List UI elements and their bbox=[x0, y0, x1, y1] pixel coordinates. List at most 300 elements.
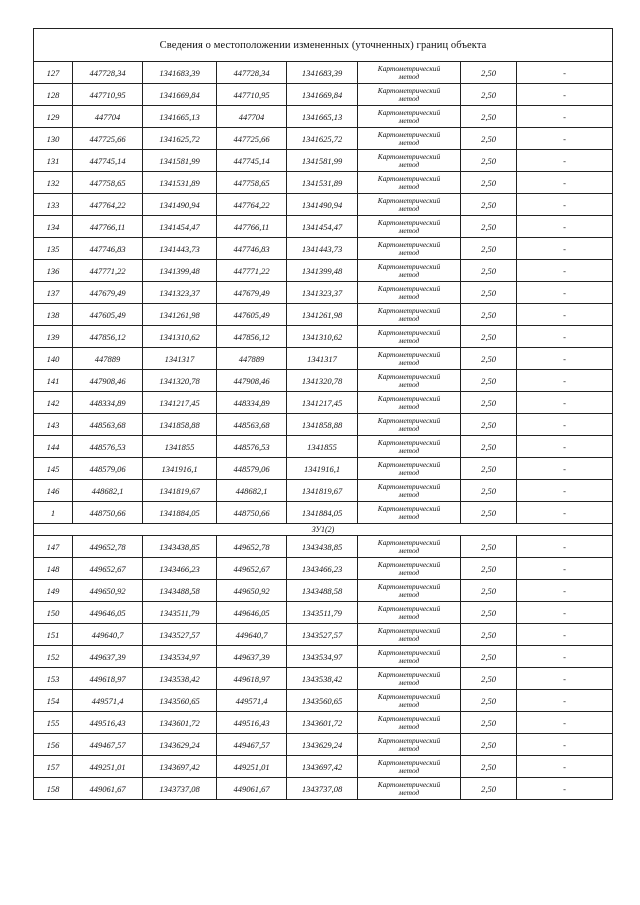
accuracy-cell: 2,50 bbox=[461, 712, 517, 734]
refined-x-cell: 447704 bbox=[217, 106, 287, 128]
method-line2: метод bbox=[398, 511, 420, 521]
note-cell: - bbox=[517, 194, 613, 216]
existing-x-cell: 448750,66 bbox=[73, 502, 143, 524]
method-line2: метод bbox=[398, 379, 420, 389]
accuracy-cell: 2,50 bbox=[461, 304, 517, 326]
existing-y-cell: 1341454,47 bbox=[143, 216, 217, 238]
method-line1: Картометрический bbox=[377, 173, 441, 183]
existing-x-cell: 449618,97 bbox=[73, 668, 143, 690]
accuracy-cell: 2,50 bbox=[461, 480, 517, 502]
method-cell bbox=[358, 690, 461, 712]
refined-x-cell: 448682,1 bbox=[217, 480, 287, 502]
refined-y-cell: 1341884,05 bbox=[287, 502, 358, 524]
table-row bbox=[34, 370, 613, 392]
accuracy-cell: 2,50 bbox=[461, 414, 517, 436]
refined-y-cell: 1341669,84 bbox=[287, 84, 358, 106]
accuracy-cell: 2,50 bbox=[461, 260, 517, 282]
existing-y-cell: 1341858,88 bbox=[143, 414, 217, 436]
table-row bbox=[34, 690, 613, 712]
refined-x-cell: 449467,57 bbox=[217, 734, 287, 756]
note-cell: - bbox=[517, 602, 613, 624]
method-line1: Картометрический bbox=[377, 371, 441, 381]
point-number-cell: 138 bbox=[34, 304, 73, 326]
existing-x-cell: 447745,14 bbox=[73, 150, 143, 172]
method-cell bbox=[358, 558, 461, 580]
existing-y-cell: 1341884,05 bbox=[143, 502, 217, 524]
table-row bbox=[34, 558, 613, 580]
table-row bbox=[34, 480, 613, 502]
method-line2: метод bbox=[398, 247, 420, 257]
note-cell: - bbox=[517, 370, 613, 392]
existing-y-cell: 1343438,85 bbox=[143, 536, 217, 558]
note-cell: - bbox=[517, 216, 613, 238]
point-number-cell: 128 bbox=[34, 84, 73, 106]
method-line2: метод bbox=[398, 181, 420, 191]
existing-y-cell: 1341916,1 bbox=[143, 458, 217, 480]
table-row bbox=[34, 414, 613, 436]
method-line1: Картометрический bbox=[377, 327, 441, 337]
method-line1: Картометрический bbox=[377, 603, 441, 613]
table-row bbox=[34, 580, 613, 602]
method-cell bbox=[358, 238, 461, 260]
accuracy-cell: 2,50 bbox=[461, 778, 517, 800]
note-cell: - bbox=[517, 756, 613, 778]
existing-y-cell: 1341669,84 bbox=[143, 84, 217, 106]
refined-y-cell: 1341261,98 bbox=[287, 304, 358, 326]
accuracy-cell: 2,50 bbox=[461, 128, 517, 150]
method-line1: Картометрический bbox=[377, 305, 441, 315]
refined-y-cell: 1341855 bbox=[287, 436, 358, 458]
note-cell: - bbox=[517, 580, 613, 602]
note-cell: - bbox=[517, 646, 613, 668]
existing-y-cell: 1341581,99 bbox=[143, 150, 217, 172]
existing-x-cell: 449652,78 bbox=[73, 536, 143, 558]
table-row bbox=[34, 392, 613, 414]
note-cell: - bbox=[517, 536, 613, 558]
point-number-cell: 136 bbox=[34, 260, 73, 282]
table-row bbox=[34, 458, 613, 480]
point-number-cell: 134 bbox=[34, 216, 73, 238]
table-row bbox=[34, 106, 613, 128]
refined-x-cell: 447745,14 bbox=[217, 150, 287, 172]
accuracy-cell: 2,50 bbox=[461, 458, 517, 480]
table-row bbox=[34, 62, 613, 84]
existing-y-cell: 1343466,23 bbox=[143, 558, 217, 580]
refined-y-cell: 1341310,62 bbox=[287, 326, 358, 348]
existing-y-cell: 1341531,89 bbox=[143, 172, 217, 194]
point-number-cell: 140 bbox=[34, 348, 73, 370]
method-line1: Картометрический bbox=[377, 691, 441, 701]
refined-y-cell: 1343538,42 bbox=[287, 668, 358, 690]
method-line2: метод bbox=[398, 489, 420, 499]
method-line2: метод bbox=[398, 787, 420, 797]
method-cell bbox=[358, 392, 461, 414]
table-title: Сведения о местоположении измененных (уточненных) границ объекта bbox=[34, 29, 613, 62]
refined-y-cell: 1343697,42 bbox=[287, 756, 358, 778]
refined-x-cell: 449251,01 bbox=[217, 756, 287, 778]
note-cell: - bbox=[517, 436, 613, 458]
method-cell bbox=[358, 734, 461, 756]
point-number-cell: 153 bbox=[34, 668, 73, 690]
refined-x-cell: 447725,66 bbox=[217, 128, 287, 150]
existing-y-cell: 1341317 bbox=[143, 348, 217, 370]
method-line2: метод bbox=[398, 71, 420, 81]
existing-y-cell: 1343534,97 bbox=[143, 646, 217, 668]
point-number-cell: 129 bbox=[34, 106, 73, 128]
refined-x-cell: 447710,95 bbox=[217, 84, 287, 106]
accuracy-cell: 2,50 bbox=[461, 756, 517, 778]
existing-x-cell: 448682,1 bbox=[73, 480, 143, 502]
accuracy-cell: 2,50 bbox=[461, 282, 517, 304]
method-line2: метод bbox=[398, 545, 420, 555]
section-label: ЗУ1(2) bbox=[34, 524, 613, 536]
method-line2: метод bbox=[398, 567, 420, 577]
coordinates-table bbox=[33, 28, 613, 800]
existing-y-cell: 1341855 bbox=[143, 436, 217, 458]
method-cell bbox=[358, 194, 461, 216]
method-line1: Картометрический bbox=[377, 625, 441, 635]
point-number-cell: 156 bbox=[34, 734, 73, 756]
method-line1: Картометрический bbox=[377, 239, 441, 249]
existing-y-cell: 1341323,37 bbox=[143, 282, 217, 304]
method-cell bbox=[358, 646, 461, 668]
refined-x-cell: 449637,39 bbox=[217, 646, 287, 668]
method-cell bbox=[358, 502, 461, 524]
point-number-cell: 135 bbox=[34, 238, 73, 260]
accuracy-cell: 2,50 bbox=[461, 106, 517, 128]
existing-y-cell: 1341490,94 bbox=[143, 194, 217, 216]
note-cell: - bbox=[517, 106, 613, 128]
method-cell bbox=[358, 778, 461, 800]
method-cell bbox=[358, 436, 461, 458]
point-number-cell: 132 bbox=[34, 172, 73, 194]
note-cell: - bbox=[517, 238, 613, 260]
refined-y-cell: 1343629,24 bbox=[287, 734, 358, 756]
existing-y-cell: 1341399,48 bbox=[143, 260, 217, 282]
table-title-row bbox=[34, 29, 613, 62]
accuracy-cell: 2,50 bbox=[461, 580, 517, 602]
existing-x-cell: 449571,4 bbox=[73, 690, 143, 712]
method-line1: Картометрический bbox=[377, 349, 441, 359]
point-number-cell: 139 bbox=[34, 326, 73, 348]
point-number-cell: 145 bbox=[34, 458, 73, 480]
method-cell bbox=[358, 580, 461, 602]
note-cell: - bbox=[517, 172, 613, 194]
refined-y-cell: 1343737,08 bbox=[287, 778, 358, 800]
accuracy-cell: 2,50 bbox=[461, 84, 517, 106]
refined-x-cell: 448563,68 bbox=[217, 414, 287, 436]
method-line2: метод bbox=[398, 611, 420, 621]
method-line1: Картометрический bbox=[377, 283, 441, 293]
method-line1: Картометрический bbox=[377, 415, 441, 425]
method-cell bbox=[358, 150, 461, 172]
table-row bbox=[34, 238, 613, 260]
table-row bbox=[34, 84, 613, 106]
table-row bbox=[34, 734, 613, 756]
method-line2: метод bbox=[398, 335, 420, 345]
refined-x-cell: 448579,06 bbox=[217, 458, 287, 480]
method-line2: метод bbox=[398, 677, 420, 687]
refined-y-cell: 1341320,78 bbox=[287, 370, 358, 392]
table-row bbox=[34, 150, 613, 172]
refined-x-cell: 449652,78 bbox=[217, 536, 287, 558]
refined-y-cell: 1343466,23 bbox=[287, 558, 358, 580]
coordinates-table-sheet bbox=[33, 28, 613, 800]
point-number-cell: 130 bbox=[34, 128, 73, 150]
method-cell bbox=[358, 668, 461, 690]
refined-y-cell: 1341916,1 bbox=[287, 458, 358, 480]
method-line1: Картометрический bbox=[377, 779, 441, 789]
method-line2: метод bbox=[398, 269, 420, 279]
refined-x-cell: 447758,65 bbox=[217, 172, 287, 194]
table-row bbox=[34, 282, 613, 304]
existing-y-cell: 1341217,45 bbox=[143, 392, 217, 414]
note-cell: - bbox=[517, 712, 613, 734]
refined-y-cell: 1343527,57 bbox=[287, 624, 358, 646]
accuracy-cell: 2,50 bbox=[461, 62, 517, 84]
method-cell bbox=[358, 216, 461, 238]
method-line1: Картометрический bbox=[377, 459, 441, 469]
point-number-cell: 133 bbox=[34, 194, 73, 216]
accuracy-cell: 2,50 bbox=[461, 602, 517, 624]
note-cell: - bbox=[517, 558, 613, 580]
existing-x-cell: 449640,7 bbox=[73, 624, 143, 646]
existing-y-cell: 1343560,65 bbox=[143, 690, 217, 712]
method-line2: метод bbox=[398, 137, 420, 147]
refined-x-cell: 449650,92 bbox=[217, 580, 287, 602]
method-cell bbox=[358, 326, 461, 348]
table-row bbox=[34, 304, 613, 326]
existing-y-cell: 1341819,67 bbox=[143, 480, 217, 502]
refined-y-cell: 1341490,94 bbox=[287, 194, 358, 216]
existing-x-cell: 449467,57 bbox=[73, 734, 143, 756]
method-line1: Картометрический bbox=[377, 757, 441, 767]
method-line2: метод bbox=[398, 633, 420, 643]
point-number-cell: 143 bbox=[34, 414, 73, 436]
method-line1: Картометрический bbox=[377, 713, 441, 723]
method-line1: Картометрический bbox=[377, 107, 441, 117]
existing-x-cell: 447766,11 bbox=[73, 216, 143, 238]
refined-y-cell: 1341858,88 bbox=[287, 414, 358, 436]
existing-y-cell: 1343538,42 bbox=[143, 668, 217, 690]
method-line2: метод bbox=[398, 159, 420, 169]
method-cell bbox=[358, 282, 461, 304]
method-line2: метод bbox=[398, 93, 420, 103]
accuracy-cell: 2,50 bbox=[461, 502, 517, 524]
existing-x-cell: 447758,65 bbox=[73, 172, 143, 194]
refined-y-cell: 1341581,99 bbox=[287, 150, 358, 172]
note-cell: - bbox=[517, 260, 613, 282]
refined-x-cell: 447728,34 bbox=[217, 62, 287, 84]
accuracy-cell: 2,50 bbox=[461, 646, 517, 668]
accuracy-cell: 2,50 bbox=[461, 370, 517, 392]
existing-x-cell: 447771,22 bbox=[73, 260, 143, 282]
accuracy-cell: 2,50 bbox=[461, 348, 517, 370]
note-cell: - bbox=[517, 348, 613, 370]
note-cell: - bbox=[517, 458, 613, 480]
refined-x-cell: 449516,43 bbox=[217, 712, 287, 734]
method-line1: Картометрический bbox=[377, 85, 441, 95]
method-cell bbox=[358, 414, 461, 436]
method-line2: метод bbox=[398, 115, 420, 125]
table-row bbox=[34, 348, 613, 370]
method-line2: метод bbox=[398, 467, 420, 477]
method-cell bbox=[358, 260, 461, 282]
table-row bbox=[34, 536, 613, 558]
table-row bbox=[34, 194, 613, 216]
table-row bbox=[34, 646, 613, 668]
refined-y-cell: 1343601,72 bbox=[287, 712, 358, 734]
point-number-cell: 157 bbox=[34, 756, 73, 778]
point-number-cell: 1 bbox=[34, 502, 73, 524]
refined-x-cell: 449646,05 bbox=[217, 602, 287, 624]
method-line2: метод bbox=[398, 445, 420, 455]
accuracy-cell: 2,50 bbox=[461, 690, 517, 712]
method-line2: метод bbox=[398, 203, 420, 213]
refined-x-cell: 449640,7 bbox=[217, 624, 287, 646]
refined-x-cell: 447605,49 bbox=[217, 304, 287, 326]
existing-x-cell: 448579,06 bbox=[73, 458, 143, 480]
refined-y-cell: 1341443,73 bbox=[287, 238, 358, 260]
note-cell: - bbox=[517, 690, 613, 712]
existing-y-cell: 1343511,79 bbox=[143, 602, 217, 624]
point-number-cell: 142 bbox=[34, 392, 73, 414]
existing-x-cell: 447605,49 bbox=[73, 304, 143, 326]
method-cell bbox=[358, 756, 461, 778]
existing-x-cell: 449650,92 bbox=[73, 580, 143, 602]
existing-y-cell: 1341320,78 bbox=[143, 370, 217, 392]
existing-y-cell: 1341683,39 bbox=[143, 62, 217, 84]
method-line2: метод bbox=[398, 721, 420, 731]
refined-y-cell: 1341683,39 bbox=[287, 62, 358, 84]
existing-x-cell: 448563,68 bbox=[73, 414, 143, 436]
refined-y-cell: 1341323,37 bbox=[287, 282, 358, 304]
note-cell: - bbox=[517, 778, 613, 800]
existing-y-cell: 1341625,72 bbox=[143, 128, 217, 150]
table-row bbox=[34, 172, 613, 194]
note-cell: - bbox=[517, 282, 613, 304]
accuracy-cell: 2,50 bbox=[461, 238, 517, 260]
accuracy-cell: 2,50 bbox=[461, 624, 517, 646]
method-line1: Картометрический bbox=[377, 151, 441, 161]
refined-y-cell: 1341317 bbox=[287, 348, 358, 370]
note-cell: - bbox=[517, 480, 613, 502]
existing-x-cell: 447728,34 bbox=[73, 62, 143, 84]
method-cell bbox=[358, 84, 461, 106]
section-row bbox=[34, 524, 613, 536]
existing-x-cell: 449652,67 bbox=[73, 558, 143, 580]
point-number-cell: 151 bbox=[34, 624, 73, 646]
method-line1: Картометрический bbox=[377, 63, 441, 73]
method-line2: метод bbox=[398, 655, 420, 665]
method-line2: метод bbox=[398, 743, 420, 753]
method-line1: Картометрический bbox=[377, 437, 441, 447]
refined-x-cell: 447908,46 bbox=[217, 370, 287, 392]
refined-y-cell: 1341454,47 bbox=[287, 216, 358, 238]
point-number-cell: 146 bbox=[34, 480, 73, 502]
method-line1: Картометрический bbox=[377, 559, 441, 569]
existing-x-cell: 447704 bbox=[73, 106, 143, 128]
method-cell bbox=[358, 172, 461, 194]
refined-y-cell: 1341399,48 bbox=[287, 260, 358, 282]
method-line2: метод bbox=[398, 423, 420, 433]
note-cell: - bbox=[517, 734, 613, 756]
method-line1: Картометрический bbox=[377, 481, 441, 491]
method-line2: метод bbox=[398, 589, 420, 599]
existing-y-cell: 1343737,08 bbox=[143, 778, 217, 800]
method-cell bbox=[358, 536, 461, 558]
note-cell: - bbox=[517, 150, 613, 172]
point-number-cell: 154 bbox=[34, 690, 73, 712]
existing-x-cell: 449251,01 bbox=[73, 756, 143, 778]
table-row bbox=[34, 326, 613, 348]
existing-y-cell: 1341443,73 bbox=[143, 238, 217, 260]
method-cell bbox=[358, 128, 461, 150]
existing-x-cell: 447908,46 bbox=[73, 370, 143, 392]
method-line2: метод bbox=[398, 357, 420, 367]
refined-y-cell: 1343511,79 bbox=[287, 602, 358, 624]
method-cell bbox=[358, 106, 461, 128]
existing-x-cell: 447710,95 bbox=[73, 84, 143, 106]
note-cell: - bbox=[517, 84, 613, 106]
method-line1: Картометрический bbox=[377, 261, 441, 271]
existing-y-cell: 1341665,13 bbox=[143, 106, 217, 128]
method-cell bbox=[358, 370, 461, 392]
point-number-cell: 149 bbox=[34, 580, 73, 602]
point-number-cell: 158 bbox=[34, 778, 73, 800]
accuracy-cell: 2,50 bbox=[461, 734, 517, 756]
method-cell bbox=[358, 712, 461, 734]
point-number-cell: 147 bbox=[34, 536, 73, 558]
table-row bbox=[34, 624, 613, 646]
method-line2: метод bbox=[398, 313, 420, 323]
existing-y-cell: 1343697,42 bbox=[143, 756, 217, 778]
refined-x-cell: 447856,12 bbox=[217, 326, 287, 348]
method-line1: Картометрический bbox=[377, 647, 441, 657]
method-line1: Картометрический bbox=[377, 503, 441, 513]
refined-y-cell: 1343488,58 bbox=[287, 580, 358, 602]
table-row bbox=[34, 712, 613, 734]
note-cell: - bbox=[517, 414, 613, 436]
refined-x-cell: 447679,49 bbox=[217, 282, 287, 304]
note-cell: - bbox=[517, 392, 613, 414]
refined-y-cell: 1343560,65 bbox=[287, 690, 358, 712]
method-line2: метод bbox=[398, 225, 420, 235]
accuracy-cell: 2,50 bbox=[461, 326, 517, 348]
table-row bbox=[34, 216, 613, 238]
method-line1: Картометрический bbox=[377, 217, 441, 227]
accuracy-cell: 2,50 bbox=[461, 536, 517, 558]
method-cell bbox=[358, 624, 461, 646]
refined-x-cell: 448750,66 bbox=[217, 502, 287, 524]
accuracy-cell: 2,50 bbox=[461, 392, 517, 414]
method-line1: Картометрический bbox=[377, 581, 441, 591]
refined-y-cell: 1341531,89 bbox=[287, 172, 358, 194]
note-cell: - bbox=[517, 62, 613, 84]
refined-x-cell: 447746,83 bbox=[217, 238, 287, 260]
method-line1: Картометрический bbox=[377, 669, 441, 679]
refined-y-cell: 1341665,13 bbox=[287, 106, 358, 128]
refined-x-cell: 448334,89 bbox=[217, 392, 287, 414]
existing-x-cell: 449646,05 bbox=[73, 602, 143, 624]
accuracy-cell: 2,50 bbox=[461, 216, 517, 238]
note-cell: - bbox=[517, 502, 613, 524]
method-cell bbox=[358, 62, 461, 84]
table-row bbox=[34, 778, 613, 800]
method-line2: метод bbox=[398, 765, 420, 775]
note-cell: - bbox=[517, 304, 613, 326]
existing-x-cell: 447764,22 bbox=[73, 194, 143, 216]
